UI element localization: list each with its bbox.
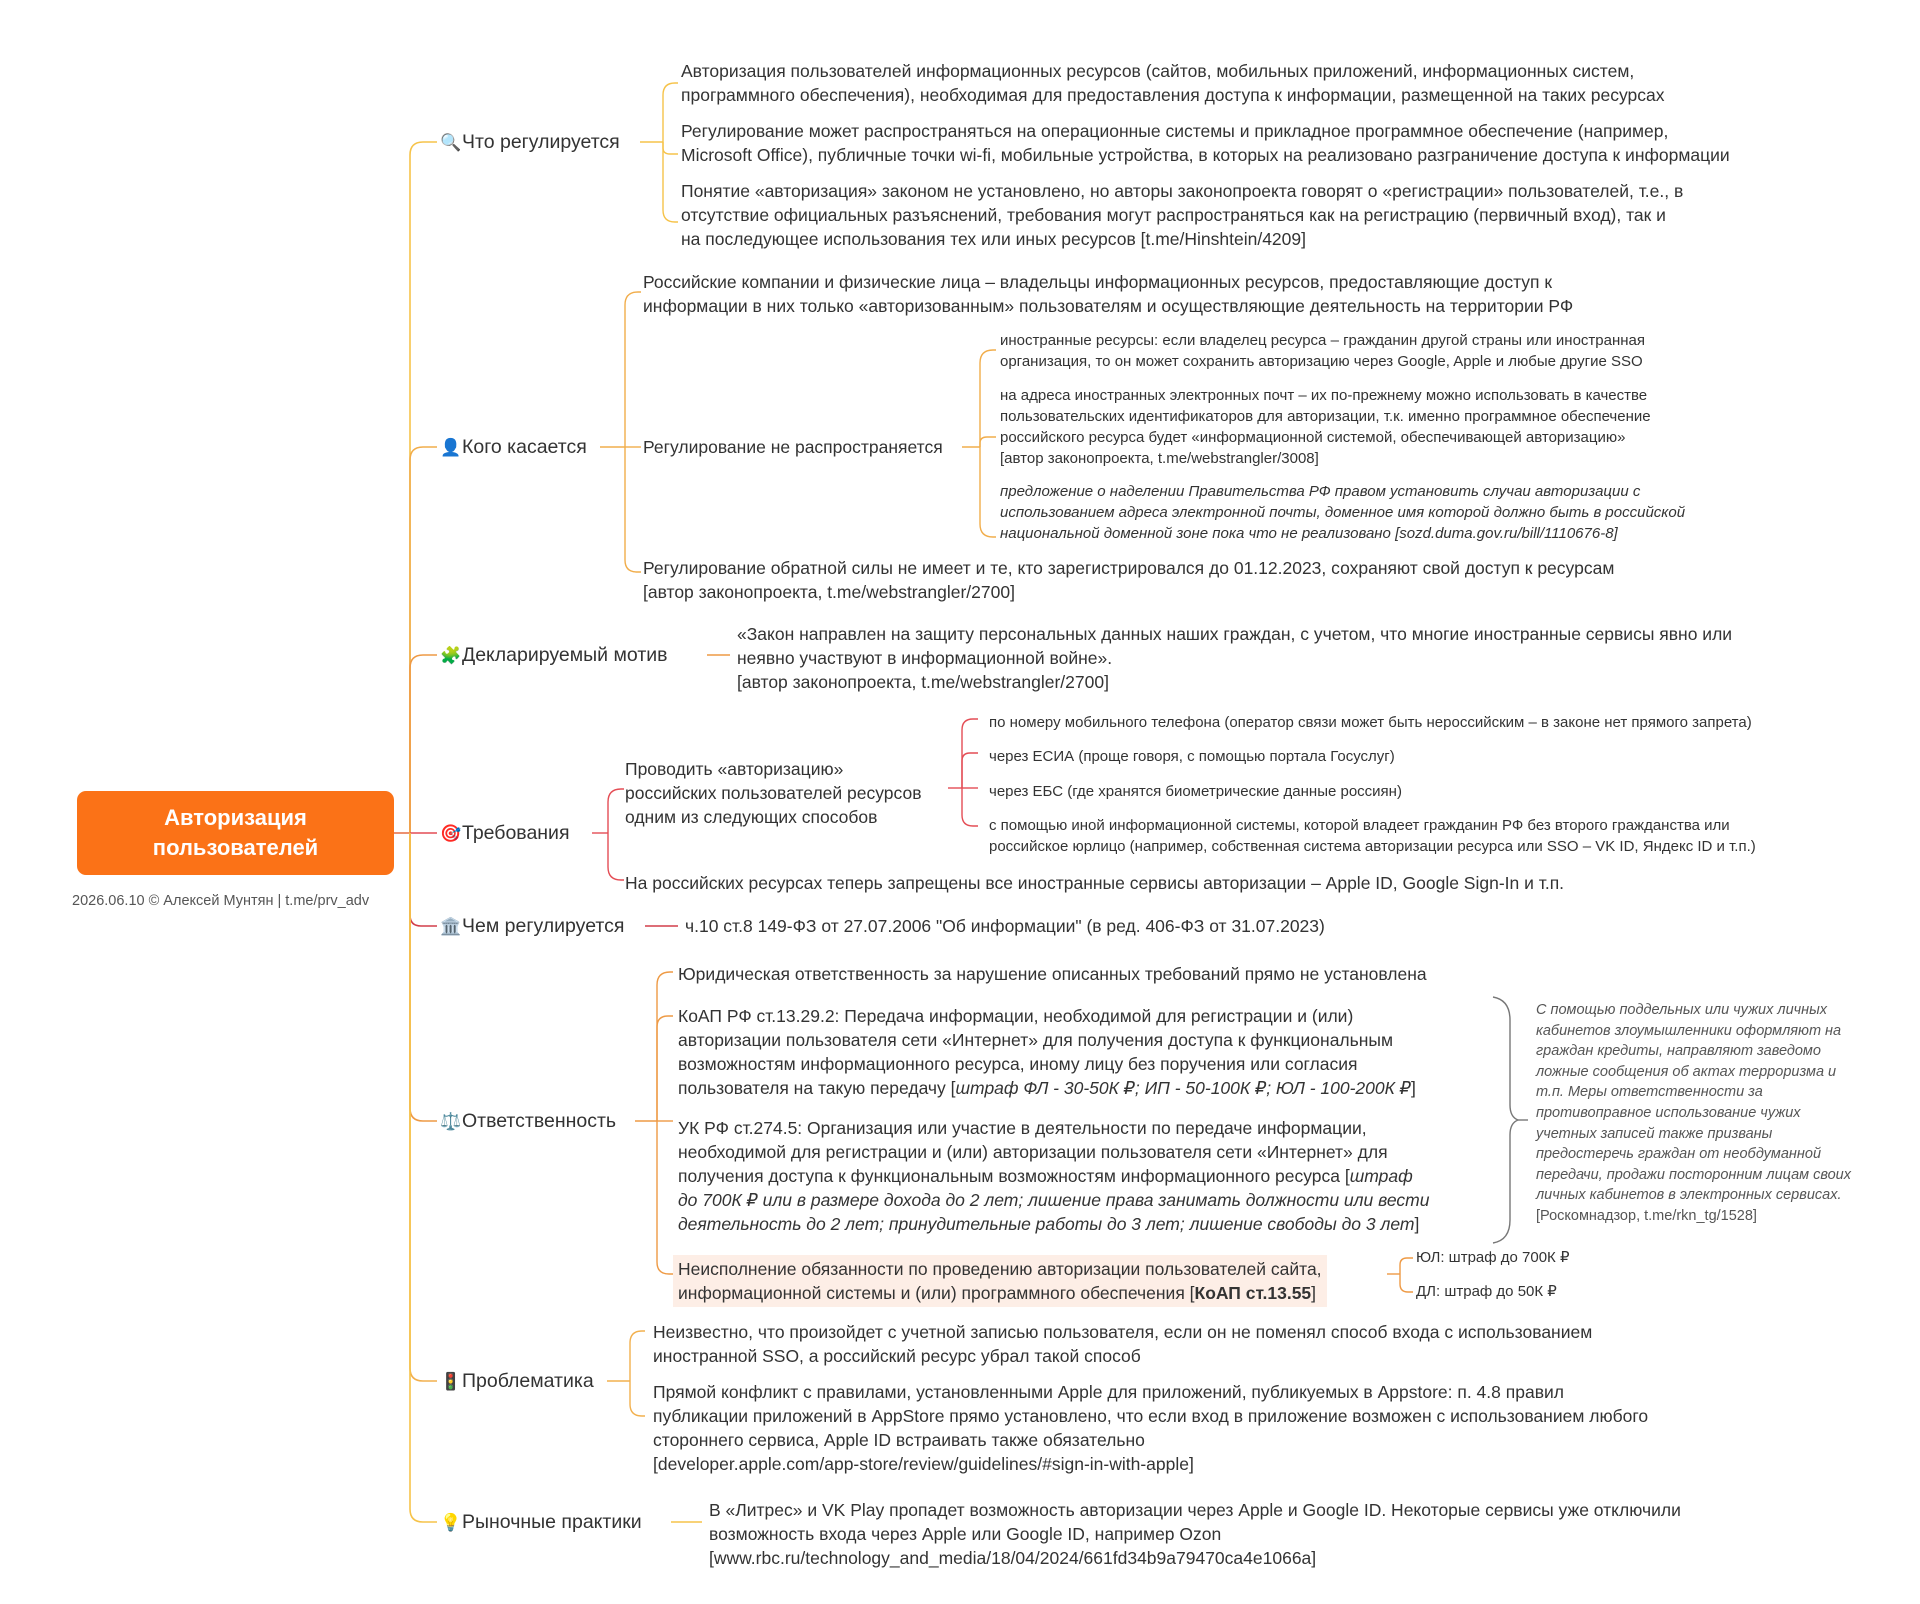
fine-legal-entity[interactable]: ЮЛ: штраф до 700К ₽ xyxy=(1416,1249,1570,1266)
node-text[interactable]: В «Литрес» и VK Play пропадет возможность авторизации через Apple и Google ID. Некоторые сервисы уже отключили возможность входа через Apple или Google ID, например Ozon [www.rbc.ru/technology_and_media/18/04/2024/661fd34b9a79470ca4e1066a] xyxy=(709,1500,1681,1568)
node-text[interactable]: Проводить «авторизацию» российских пользователей ресурсов одним из следующих способов xyxy=(625,759,922,827)
subnode-text[interactable]: через ЕСИА (проще говоря, с помощью портала Госуслуг) xyxy=(989,748,1395,765)
node-text[interactable]: Прямой конфликт с правилами, установленными Apple для приложений, публикуемых в Appstore: п. 4.8 правил публикации приложений в AppStore прямо установлено, что если вход в приложение возможен с использованием любого стороннего сервиса, Apple ID встраивать также обязательно [developer.apple.com/app-store/review/guidelines/#sign-in-with-apple] xyxy=(653,1382,1649,1474)
branch-label: Ответственность xyxy=(462,1110,617,1132)
node-text[interactable]: Понятие «авторизация» законом не установлено, но авторы законопроекта говорят о «регистрации» пользователей, т.е., в отсутствие официальных разъяснений, требования могут распространяться как на регистрацию (первичный вход), так и на последующее использования тех или иных ресурсов [t.me/Hinshtein/4209] xyxy=(681,181,1684,249)
node-text[interactable]: Авторизация пользователей информационных ресурсов (сайтов, мобильных приложений, информационных систем, программного обеспечения), необходимая для предоставления доступа к информации, размещенной на таких ресурсах xyxy=(681,61,1665,105)
branch-who-affected[interactable] xyxy=(440,434,587,461)
root-title-line: Авторизация xyxy=(164,805,307,830)
subnode-text[interactable]: по номеру мобильного телефона (оператор связи может быть нероссийским – в законе нет прямого запрета) xyxy=(989,714,1752,731)
target-icon: 🎯 xyxy=(440,824,462,843)
subnode-text[interactable]: иностранные ресурсы: если владелец ресурса – гражданин другой страны или иностранная организация, то он может сохранить авторизацию через Google, Apple и любые другие SSO xyxy=(1000,332,1645,370)
node-text[interactable]: ч.10 ст.8 149-ФЗ от 27.07.2006 "Об информации" (в ред. 406-ФЗ от 31.07.2023) xyxy=(685,916,1325,936)
branch-label: Чем регулируется xyxy=(462,915,625,937)
lightbulb-icon: 💡 xyxy=(440,1513,462,1532)
branch-label: Проблематика xyxy=(462,1370,594,1392)
node-text[interactable]: Регулирование обратной силы не имеет и те, кто зарегистрировался до 01.12.2023, сохраняют свой доступ к ресурсам [автор законопроекта, t.me/webstrangler/2700] xyxy=(643,558,1615,602)
branch-what-regulated[interactable] xyxy=(440,129,620,156)
building-icon: 🏛️ xyxy=(440,917,462,936)
node-text[interactable]: УК РФ ст.274.5: Организация или участие в деятельности по передаче информации, необходимой для регистрации и (или) авторизации пользователя сети «Интернет» для получения доступа к функциональным возможностям информационного ресурса [штраф до 700К ₽ или в размере дохода до 2 лет; лишение права занимать должности или вести деятельность до 2 лет; принудительные работы до 3 лет; лишение свободы до 3 лет] xyxy=(678,1118,1430,1234)
root-node[interactable] xyxy=(77,791,394,875)
node-text[interactable]: Регулирование не распространяется xyxy=(643,437,943,457)
node-text[interactable]: Российские компании и физические лица – владельцы информационных ресурсов, предоставляющие доступ к информации в них только «авторизованным» пользователям и осуществляющие деятельность на территории РФ xyxy=(643,272,1574,316)
branch-label: Кого касается xyxy=(462,436,587,458)
fine-official[interactable]: ДЛ: штраф до 50К ₽ xyxy=(1416,1283,1557,1300)
subnode-text[interactable]: на адреса иностранных электронных почт – их по-прежнему можно использовать в качестве пользовательских идентификаторов для авторизации, т.к. именно программное обеспечение российского ресурса будет «информационной системой, обеспечивающей авторизацию» [автор законопроекта, t.me/webstrangler/3008] xyxy=(1000,387,1651,467)
magnifier-icon: 🔍 xyxy=(440,133,462,152)
branch-market-practice[interactable] xyxy=(440,1509,642,1536)
node-text-highlighted[interactable]: Неисполнение обязанности по проведению авторизации пользователей сайта, информационной системы и (или) программного обеспечения [КоАП ст.13.55] xyxy=(673,1255,1327,1307)
credit-text: 2026.06.10 © Алексей Мунтян | t.me/prv_adv xyxy=(72,893,370,909)
traffic-light-icon: 🚦 xyxy=(440,1372,462,1391)
branch-problems[interactable] xyxy=(440,1368,594,1395)
root-title-line: пользователей xyxy=(152,835,319,860)
branch-label: Декларируемый мотив xyxy=(462,644,668,666)
node-text[interactable]: КоАП РФ ст.13.29.2: Передача информации, необходимой для регистрации и (или) авторизации пользователя сети «Интернет» для получения доступа к функциональным возможностям информационного ресурса, иному лицу без поручения или согласия пользователя на такую передачу [штраф ФЛ - 30-50К ₽; ИП - 50-100К ₽; ЮЛ - 100-200К ₽] xyxy=(678,1006,1416,1098)
branch-label: Рыночные практики xyxy=(462,1511,642,1533)
node-text[interactable]: Регулирование может распространяться на операционные системы и прикладное программное обеспечение (например, Microsoft Office), публичные точки wi-fi, мобильные устройства, в которых на реализовано разграничение доступа к информации xyxy=(681,121,1730,165)
subnode-text[interactable]: с помощью иной информационной системы, которой владеет гражданин РФ без второго гражданства или российское юрлицо (например, собственная система авторизации ресурса или SSO – VK ID, Яндекс ID и т.п.) xyxy=(989,817,1756,855)
branch-regulated-by[interactable] xyxy=(440,913,624,940)
node-text[interactable]: Неизвестно, что произойдет с учетной записью пользователя, если он не поменял способ входа с использованием иностранной SSO, а российский ресурс убрал такой способ xyxy=(653,1322,1593,1366)
node-text[interactable]: Юридическая ответственность за нарушение описанных требований прямо не установлена xyxy=(678,964,1427,984)
node-text[interactable]: На российских ресурсах теперь запрещены все иностранные сервисы авторизации – Apple ID, Google Sign-In и т.п. xyxy=(625,873,1565,893)
side-note[interactable]: С помощью поддельных или чужих личных кабинетов злоумышленники оформляют на граждан кредиты, направляют заведомо ложные сообщения об актах терроризма и т.п. Меры ответственности за противоправное использование чужих учетных записей также призваны предостеречь граждан от необдуманной передачи, продажи посторонним лицам своих личных кабинетов в электронных сервисах. [Роскомнадзор, t.me/rkn_tg/1528] xyxy=(1536,1002,1851,1224)
node-text[interactable]: «Закон направлен на защиту персональных данных наших граждан, с учетом, что многие иностранные сервисы явно или неявно участвуют в информационной войне». [автор законопроекта, t.me/webstrangler/2700] xyxy=(737,624,1733,692)
branch-label: Что регулируется xyxy=(462,131,620,153)
scales-icon: ⚖️ xyxy=(440,1112,462,1131)
branch-liability[interactable] xyxy=(440,1108,616,1135)
person-icon: 👤 xyxy=(440,438,462,457)
branch-declared-motive[interactable] xyxy=(440,642,668,669)
subnode-text[interactable]: предложение о наделении Правительства РФ правом установить случаи авторизации с использованием адреса электронной почты, доменное имя которой должно быть в российской национальной доменной зоне пока что не реализовано [sozd.duma.gov.ru/bill/1110676-8] xyxy=(1000,483,1686,542)
branch-requirements[interactable] xyxy=(440,820,570,847)
subnode-text[interactable]: через ЕБС (где хранятся биометрические данные россиян) xyxy=(989,783,1402,800)
puzzle-icon: 🧩 xyxy=(440,646,462,665)
branch-label: Требования xyxy=(462,822,570,844)
